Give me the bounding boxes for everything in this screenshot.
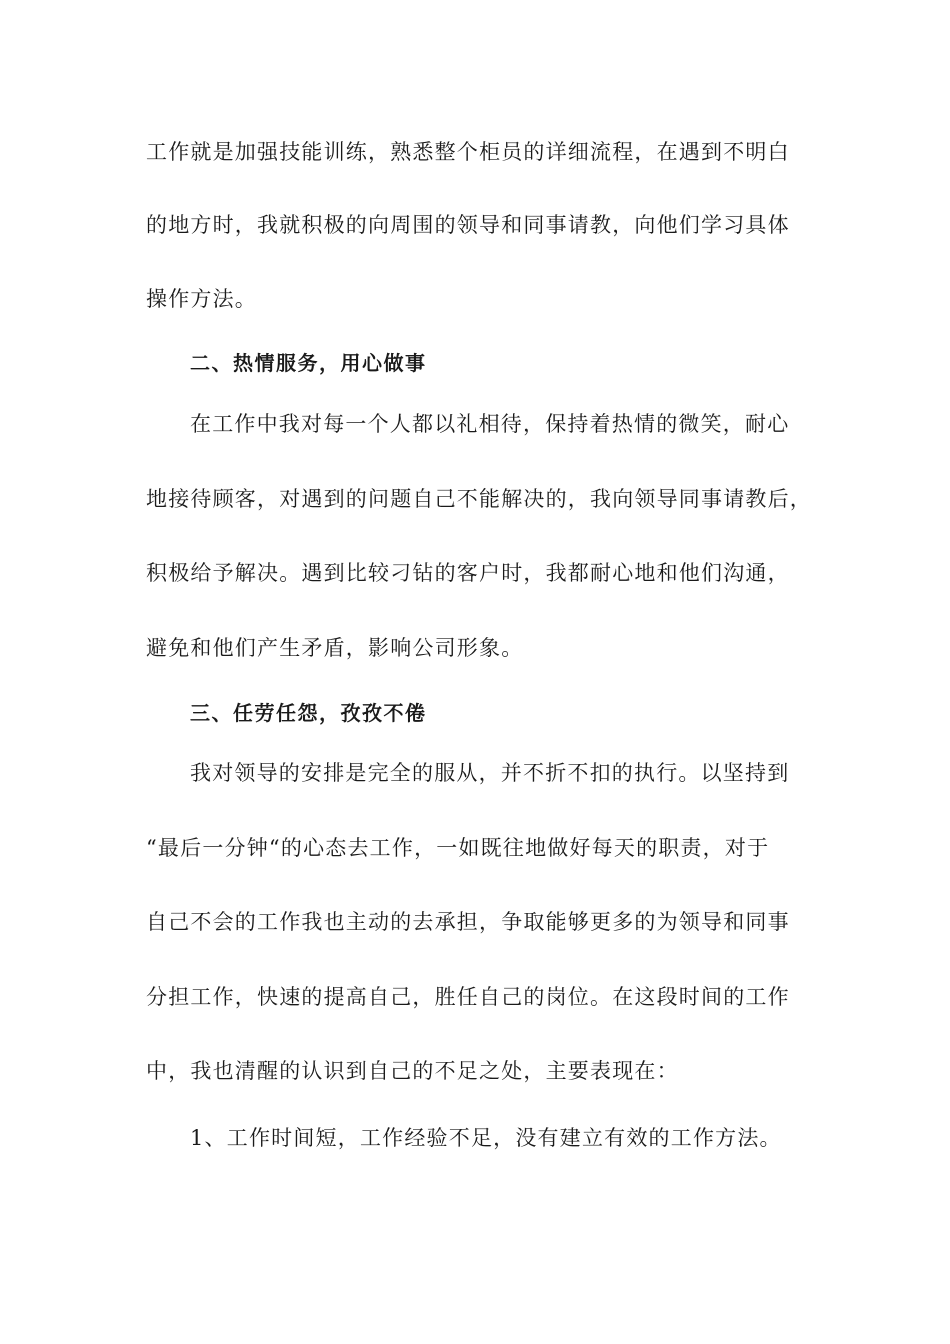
paragraph-2-line-4: 避免和他们产生矛盾，影响公司形象。 [146, 636, 524, 660]
paragraph-2-line-2: 地接待顾客，对遇到的问题自己不能解决的，我向领导同事请教后， [146, 487, 812, 511]
paragraph-2-line-1: 在工作中我对每一个人都以礼相待，保持着热情的微笑，耐心 [190, 412, 790, 436]
paragraph-3-line-1: 我对领导的安排是完全的服从，并不折不扣的执行。以坚持到 [190, 761, 790, 785]
list-item-1: 1、工作时间短，工作经验不足，没有建立有效的工作方法。 [190, 1126, 782, 1150]
paragraph-3-line-2: “最后一分钟“的心态去工作，一如既往地做好每天的职责，对于 [146, 836, 770, 860]
paragraph-1-line-3: 操作方法。 [146, 287, 257, 311]
section-heading-3: 三、任劳任怨，孜孜不倦 [190, 701, 427, 725]
paragraph-2-line-3: 积极给予解决。遇到比较刁钻的客户时，我都耐心地和他们沟通， [146, 561, 790, 585]
paragraph-3-line-4: 分担工作，快速的提高自己，胜任自己的岗位。在这段时间的工作 [146, 985, 790, 1009]
paragraph-1-line-2: 的地方时，我就积极的向周围的领导和同事请教，向他们学习具体 [146, 213, 790, 237]
paragraph-3-line-3: 自己不会的工作我也主动的去承担，争取能够更多的为领导和同事 [146, 910, 790, 934]
paragraph-1-line-1: 工作就是加强技能训练，熟悉整个柜员的详细流程，在遇到不明白 [146, 140, 790, 164]
section-heading-2: 二、热情服务，用心做事 [190, 351, 427, 375]
paragraph-3-line-5: 中，我也清醒的认识到自己的不足之处，主要表现在： [146, 1059, 679, 1083]
